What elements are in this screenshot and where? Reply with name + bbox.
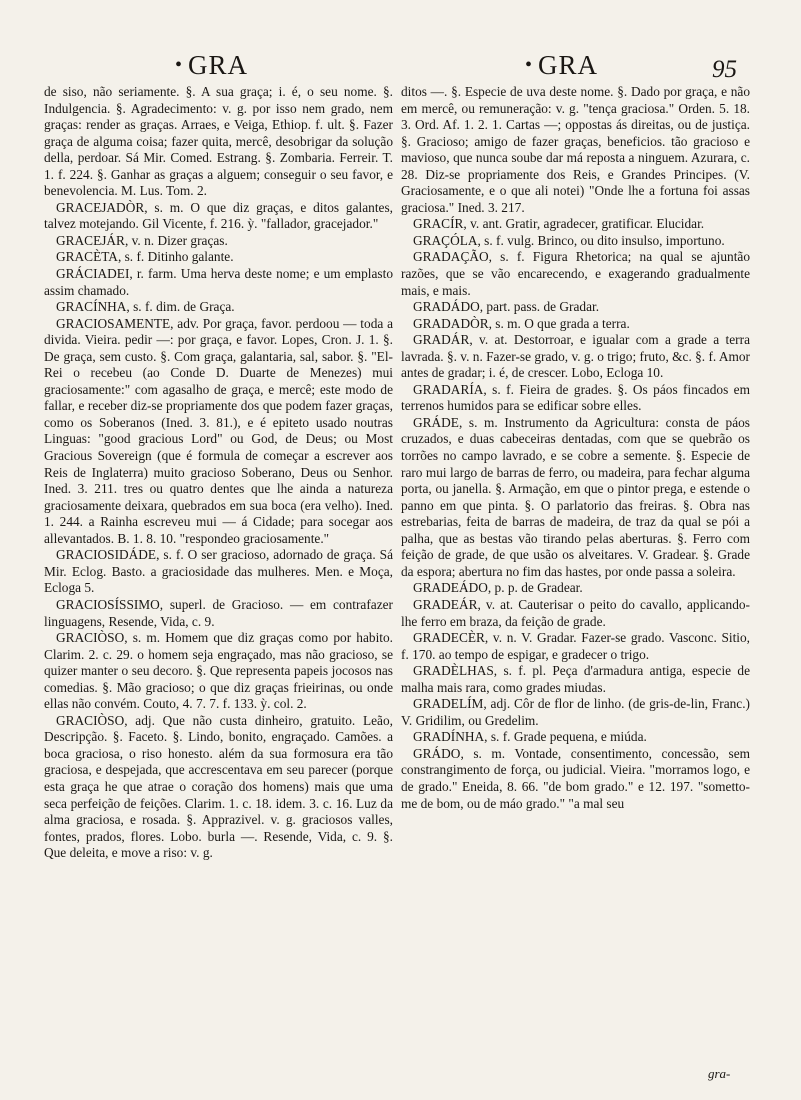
dictionary-entry: GRACÈTA, s. f. Ditinho galante. [56, 249, 234, 265]
running-head-right: • GRA [525, 50, 599, 80]
running-head-left-text: GRA [188, 50, 249, 80]
dictionary-entry: GRADECÈR, v. n. V. Gradar. Fazer-se grado. Vasconc. Sitio, f. 170. ao tempo de espigar, e gradecer o trigo. [401, 630, 750, 662]
catchword: gra- [708, 1066, 731, 1081]
left-column [44, 84, 393, 1084]
dictionary-entry: GRÁCIADEI, r. farm. Uma herva deste nome; e um emplasto assim chamado. [44, 266, 393, 298]
dictionary-entry: GRADÍNHA, s. f. Grade pequena, e miúda. [413, 729, 647, 745]
dictionary-entry: GRACÍNHA, s. f. dim. de Graça. [56, 299, 235, 315]
dictionary-entry: GRACEJADÒR, s. m. O que diz graças, e ditos galantes, talvez motejando. Gil Vicente, f. 216. ỳ. "fallador, gracejador." [44, 199, 393, 232]
running-head-right-text: GRA [538, 50, 599, 80]
dictionary-entry: GRADÁDO, part. pass. de Gradar. [413, 299, 600, 315]
dictionary-entry: GRADELÍM, adj. Côr de flor de linho. (de gris-de-lin, Franc.) V. Gridilim, ou Gredelim. [401, 696, 750, 728]
dictionary-entry: GRACIÒSO, adj. Que não custa dinheiro, gratuito. Leão, Descripção. §. Faceto. §. Lindo, bonito, engraçado. Camões. a boca graciosa, o riso honesto. além da sua formosura era tão graciosa, e despejada, que accrescentava em seu parecer (porque esta graça he que atrae o coração dos homens) mais que uma seca perfeição de feições. Clarim. 1. c. 18. idem. 3. c. 16. Luz da alma graciosa, e rosada. §. Apprazivel. v. g. graciosos valles, fontes, prados, flores. Lobo. burla —. Resende, Vida, c. 9. §. Que deleita, e move a riso: v. g. [44, 712, 393, 861]
dictionary-entry: GRACEJÁR, v. n. Dizer graças. [56, 232, 228, 248]
dictionary-entry: GRADÁR, v. at. Destorroar, e igualar com a grade a terra lavrada. §. v. n. Fazer-se grado, v. g. o trigo; fruto, &c. §. f. Amor antes de gradar; i. é, de crescer. Lobo, Ecloga 10. [401, 332, 750, 381]
dictionary-entry: GRADÈLHAS, s. f. pl. Peça d'armadura antiga, especie de malha mais rara, como grades miudas. [401, 663, 750, 695]
dictionary-entry: GRADADÒR, s. m. O que grada a terra. [413, 315, 630, 331]
dictionary-entry: GRÁDE, s. m. Instrumento da Agricultura: consta de páos cruzados, e duas cabeceiras dentadas, com que se quebrão os torrões no campo lavrado, e se cobre a semente. §. Especie de raro mui largo de barras de ferro, ou madeira, para fechar alguma porta, ou janella. §. Armação, em que o pintor prega, e estende o panno em que pinta. §. O parlatorio das freiras. §. Obra nas estrebarias, feita de barras de madeira, de traz da qual se pói a palha, que as bestas vão tirando pelas aberturas. §. Ferro com feição de grade, de que usão os alveitares. V. Gradear. §. Grade da espora; abertura no fim das hastes, por onde passa a soleira. [401, 414, 750, 579]
dictionary-entry: GRACIOSAMENTE, adv. Por graça, favor. perdoou — toda a divida. Vieira. pedir —: por graça, e favor. Lopes, Cron. J. 1. §. De graça, sem custo. §. Com graça, galantaria, sal, sabor. §. "El-Rei o recebeu (ao Conde D. Duarte de Menezes) mui graciosamente:" com agasalho de graça, e mercê; este modo de fallar, e receber diz-se propriamente dos que podem fazer graças, como os Soberanos (Ined. 3. 81.), e é epiteto usado noutras Linguas: "good gracious Lord" ou God, de Deus; ou Most Gracious Sovereign (que é formula de começar a escrever aos Reis de Inglaterra) muito gracioso Soberano, Deus ou Senhor. Ined. 3. 211. tres ou quatro dentes que lhe ainda a natureza graciosamente deixara, quebrados em sua boca (era velho). Ined. 1. 244. a Rainha escreveu mui — á Cidade; para socegar aos allevantados. B. 1. 8. 10. "respondeo graciosamente." [44, 315, 393, 546]
dictionary-entry: GRACIOSÍSSIMO, superl. de Gracioso. — em contrafazer linguagens, Resende, Vida, c. 9. [44, 596, 393, 629]
dictionary-entry: GRADEÁR, v. at. Cauterisar o peito do cavallo, applicando-lhe ferro em braza, da feição de grade. [401, 596, 750, 629]
dictionary-entry: GRÁDO, s. m. Vontade, consentimento, concessão, sem constrangimento de força, ou judicial. Vieira. "morramos logo, e de grado." Eneida, 8. 66. "de bom grado." e 12. 197. "sometto-me de bom, ou de máo grado." "a mal seu [401, 745, 750, 811]
dictionary-entry: GRACÍR, v. ant. Gratir, agradecer, gratificar. Elucidar. [413, 216, 705, 232]
dictionary-entry: GRADEÁDO, p. p. de Gradear. [413, 580, 583, 596]
dictionary-entry: GRADARÍA, s. f. Fieira de grades. §. Os páos fincados em terrenos humidos para se edificar sobre elles. [401, 381, 750, 414]
dictionary-entry: GRAÇÓLA, s. f. vulg. Brinco, ou dito insulso, importuno. [413, 232, 725, 248]
dictionary-entry: GRACIOSIDÁDE, s. f. O ser gracioso, adornado de graça. Sá Mir. Eclog. Basto. a graciosidade das mulheres. Men. e Moça, Ecloga 5. [44, 547, 393, 596]
dictionary-entry: GRADAÇÃO, s. f. Figura Rhetorica; na qual se ajuntão razões, que se vão encarecendo, e exagerando gradualmente mais, e mais. [401, 249, 750, 298]
dictionary-entry: GRACIÒSO, s. m. Homem que diz graças como por habito. Clarim. 2. c. 29. o homem seja engraçado, mas não gracioso, se quizer manter o seu decoro. §. Que representa papeis jocosos nas comedias. §. Mão gracioso; o que diz graças frieirinas, ou onde ellas não convém. Couto, 4. 7. 7. f. 133. ỳ. col. 2. [44, 630, 393, 712]
running-head-left: • GRA [175, 50, 249, 80]
page-number: 95 [712, 56, 737, 83]
right-column [401, 84, 750, 1084]
dictionary-entry: de siso, não seriamente. §. A sua graça; i. é, o seu nome. §. Indulgencia. §. Agradecimento: v. g. por isso nem grado, nem graças: render as graças. Arraes, e Veiga, Ethiop. f. ult. §. Fazer graça de alguma coisa; fazer quita, mercê, desobrigar da solução della, perdoar. Sá Mir. Comed. Estrang. §. Zombaria. Ferreir. T. 1. f. 224. §. Ganhar as graças a alguem; conseguir o seu favor, e benevolencia. M. Lus. Tom. 2. [44, 84, 393, 199]
dictionary-entry: ditos —. §. Especie de uva deste nome. §. Dado por graça, e não em mercê, ou remuneração: v. g. "tença graciosa." Orden. 5. 18. 3. Ord. Af. 1. 2. 1. Cartas —; oppostas ás direitas, ou de justiça. §. Gracioso; amigo de fazer graças, beneficios. tão gracioso e mavioso, que nunca soube dar má reposta a ninguem. Azurara, c. 28. Diz-se propriamente dos Reis, e Grandes Principes. (V. Graciosamente, e o que ali notei) "Onde lhe a fortuna foi assas graciosa." Ined. 3. 217. [401, 84, 750, 215]
